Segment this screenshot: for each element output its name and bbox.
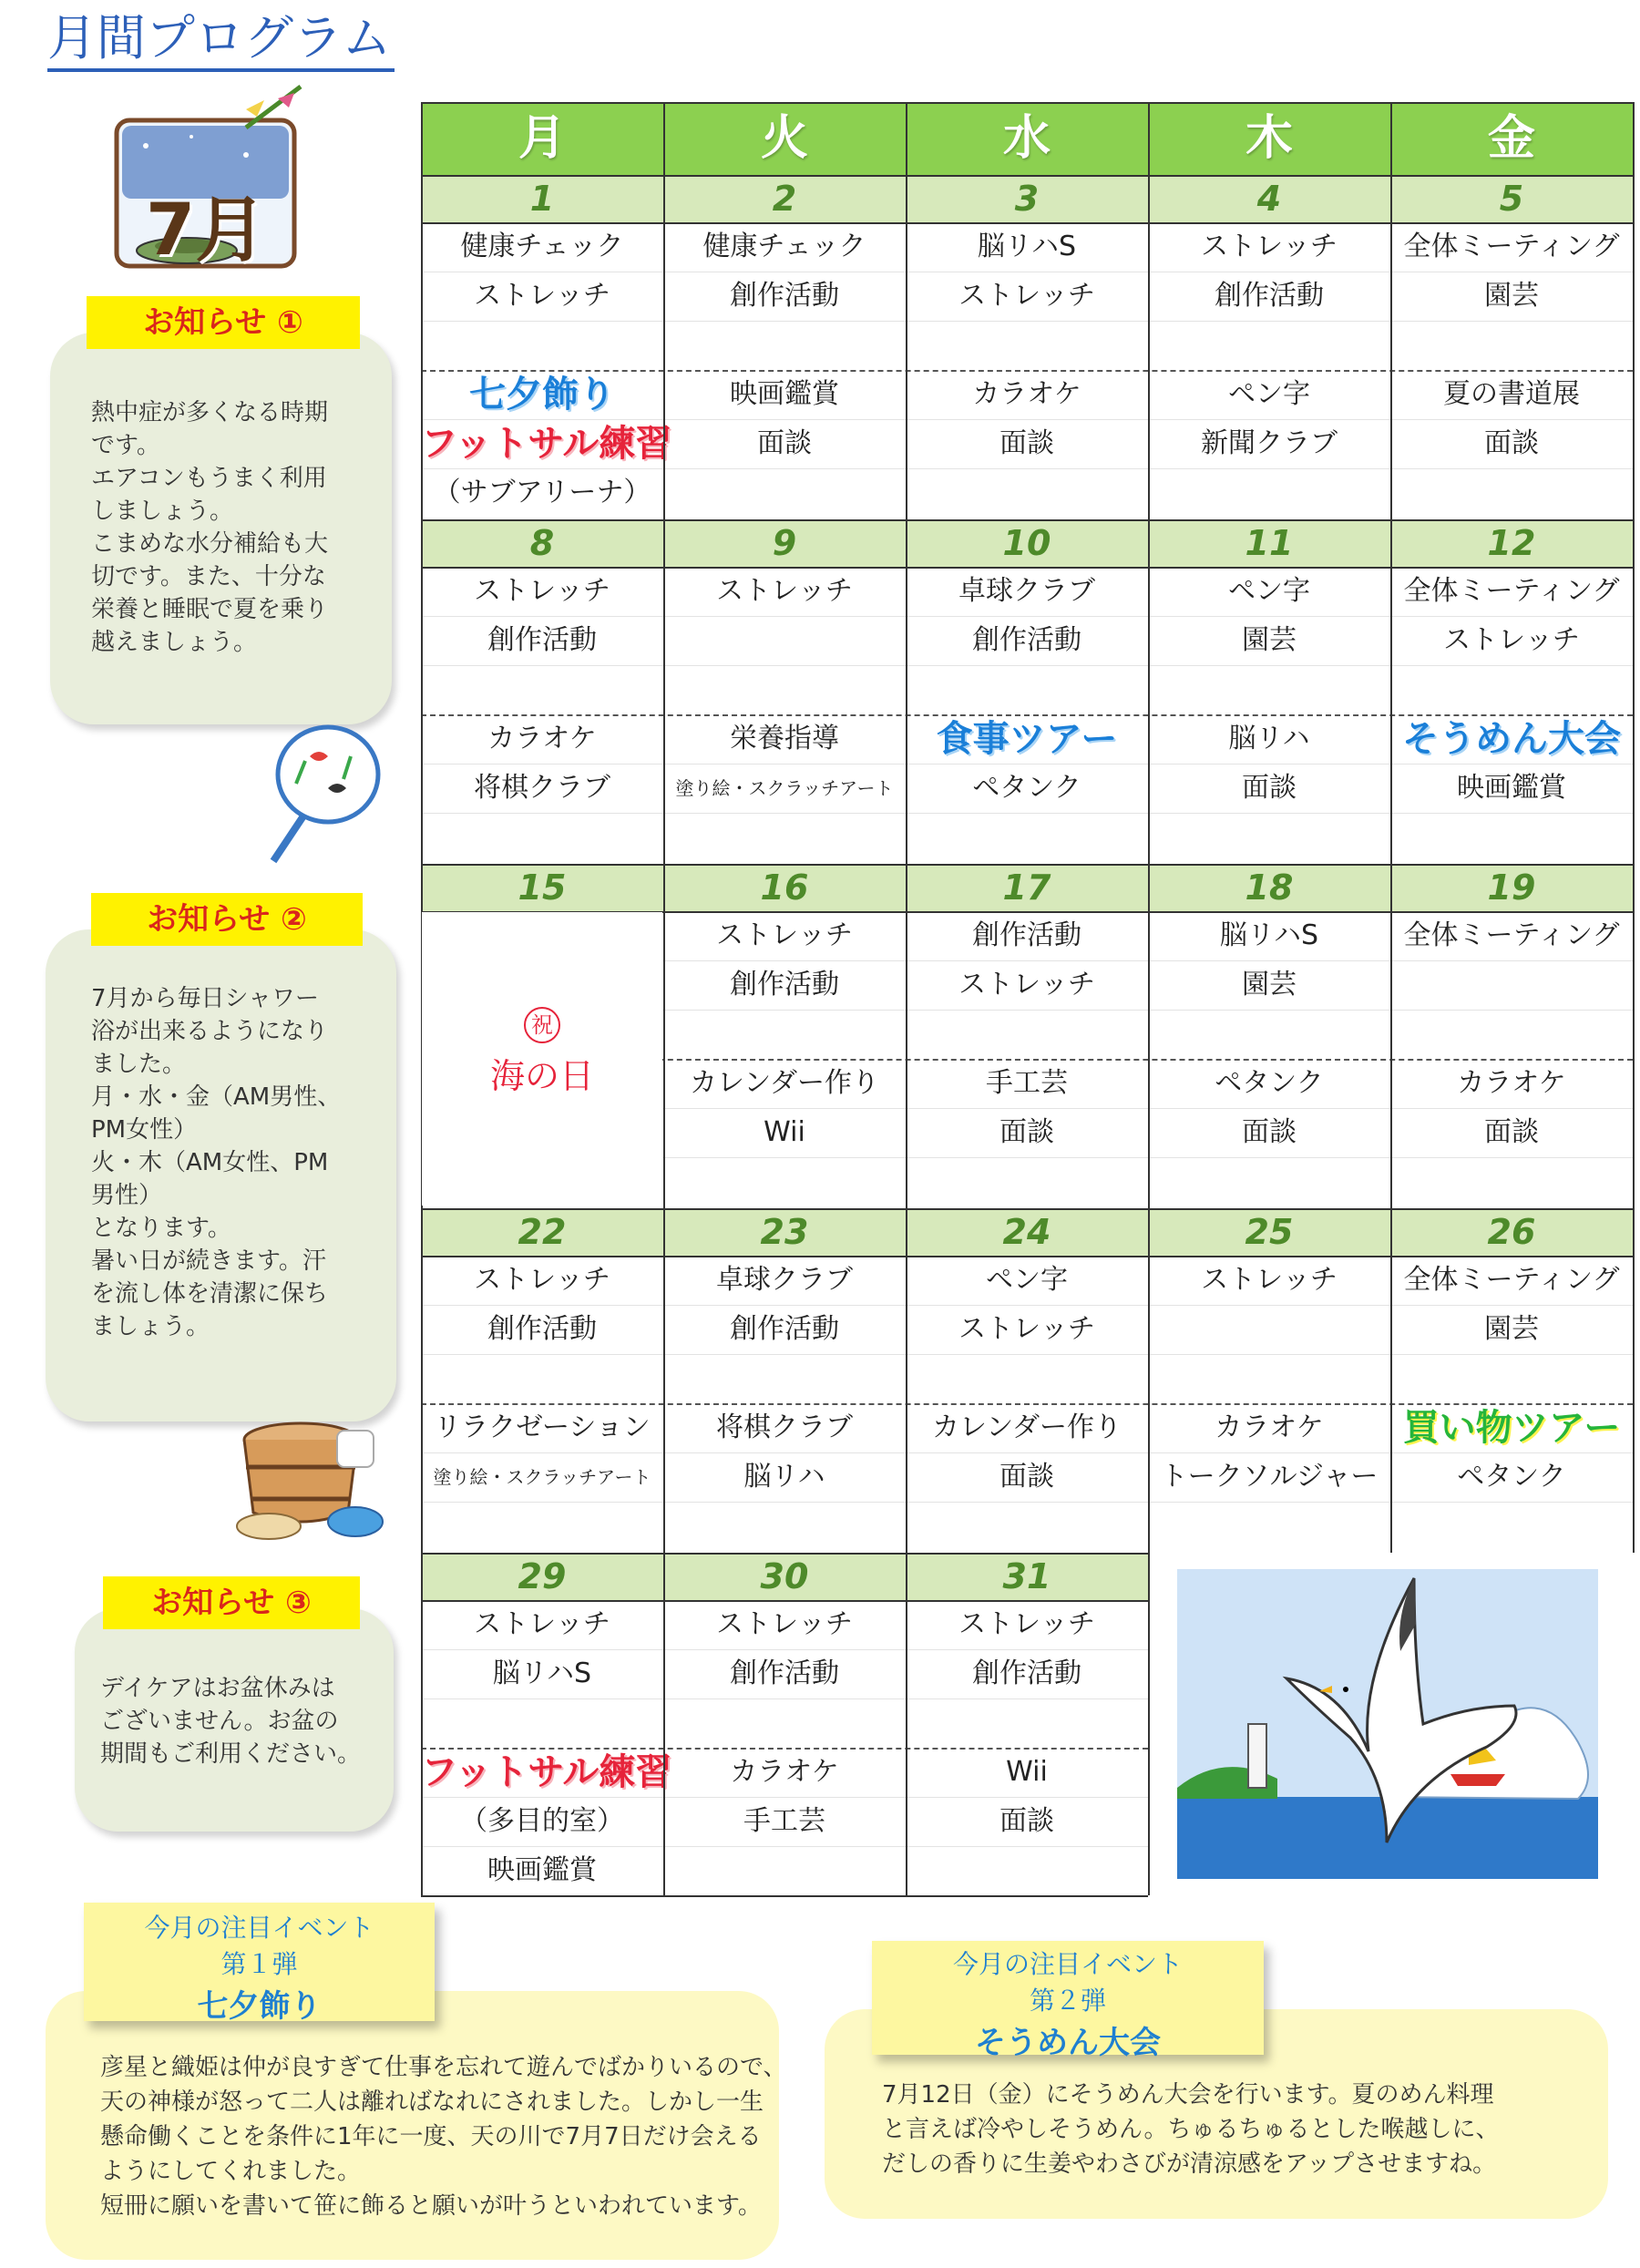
activity-item: ストレッチ — [1201, 1264, 1338, 1296]
date-cell: 2 — [663, 175, 906, 222]
activity-item: フットサル練習 — [421, 1751, 672, 1793]
activity-item: 創作活動 — [730, 280, 839, 312]
activity-item: ストレッチ — [1201, 231, 1338, 262]
slot-line — [421, 1698, 1148, 1699]
activity-item: カレンダー作り — [931, 1411, 1122, 1443]
date-cell: 1 — [421, 175, 663, 222]
date-cell: 8 — [421, 519, 663, 567]
activity-item: カラオケ — [1457, 1067, 1566, 1099]
activity-item: 面談 — [1242, 772, 1297, 804]
event-2-heading: 今月の注目イベント — [952, 1949, 1183, 1979]
event-2-name: そうめん大会 — [975, 2025, 1161, 2061]
activity-item: カレンダー作り — [689, 1067, 880, 1099]
column-border — [1390, 102, 1392, 1553]
activity-item: フットサル練習 — [421, 423, 672, 465]
date-cell: 17 — [906, 864, 1148, 911]
slot-line — [421, 1502, 1633, 1503]
activity-item: 脳リハ — [743, 1461, 825, 1493]
holiday-name: 海の日 — [489, 1056, 594, 1096]
date-cell: 4 — [1148, 175, 1390, 222]
activity-item: 映画鑑賞 — [487, 1854, 597, 1886]
activity-item: ストレッチ — [716, 919, 853, 951]
activity-item: 七夕飾り — [469, 374, 615, 416]
activity-item: ストレッチ — [958, 1313, 1095, 1345]
date-cell: 18 — [1148, 864, 1390, 911]
activity-item: 手工芸 — [986, 1067, 1068, 1099]
activity-item: 園芸 — [1242, 969, 1297, 1001]
activity-item: そうめん大会 — [1402, 718, 1621, 760]
row-border — [421, 102, 1633, 104]
row-border — [421, 519, 1633, 521]
event-2-text: 7月12日（金）にそうめん大会を行います。夏のめん料理 と言えば冷やしそうめん。ちゅるちゅるとした喉越しに、 だしの香りに生姜やわさびが清涼感をアップさせますね。 — [882, 2081, 1500, 2178]
row-border — [421, 1553, 1148, 1555]
event-tab-1 — [84, 1903, 435, 2025]
event-1-heading: 今月の注目イベント — [144, 1913, 374, 1943]
date-cell: 9 — [663, 519, 906, 567]
activity-item: ペタンク — [1215, 1067, 1324, 1099]
bath-illustration — [228, 1417, 392, 1548]
activity-item: 買い物ツアー — [1402, 1407, 1621, 1449]
activity-item: ストレッチ — [716, 575, 853, 607]
activity-item: カラオケ — [730, 1756, 839, 1788]
activity-item: ストレッチ — [474, 1608, 610, 1640]
activity-item: 新聞クラブ — [1201, 427, 1338, 459]
date-cell: 24 — [906, 1208, 1148, 1256]
activity-item: 園芸 — [1484, 1313, 1539, 1345]
activity-item: 健康チェック — [460, 231, 624, 262]
date-cell: 12 — [1390, 519, 1633, 567]
activity-item: カラオケ — [487, 723, 597, 754]
weekday-header-1: 火 — [663, 102, 906, 175]
activity-item: 面談 — [999, 1116, 1054, 1148]
activity-item: 手工芸 — [743, 1805, 825, 1837]
date-cell: 16 — [663, 864, 906, 911]
activity-item: 脳リハS — [977, 231, 1077, 262]
activity-item: 映画鑑賞 — [730, 378, 839, 410]
activity-item: 面談 — [999, 1805, 1054, 1837]
page-title: 月間プログラム — [47, 11, 395, 72]
date-cell: 11 — [1148, 519, 1390, 567]
activity-item: ペタンク — [1457, 1461, 1566, 1493]
slot-line — [421, 321, 1633, 322]
holiday-mark: 祝 — [421, 1007, 663, 1043]
activity-item: 脳リハS — [492, 1657, 592, 1689]
date-cell: 26 — [1390, 1208, 1633, 1256]
weekday-header-0: 月 — [421, 102, 663, 175]
activity-item: 創作活動 — [972, 1657, 1081, 1689]
activity-item: 園芸 — [1242, 624, 1297, 656]
activity-item: 全体ミーティング — [1403, 575, 1620, 607]
fan-icon — [255, 720, 383, 866]
activity-item: ストレッチ — [474, 280, 610, 312]
activity-item: ストレッチ — [474, 1264, 610, 1296]
activity-item: ペン字 — [1228, 575, 1310, 607]
activity-item: 創作活動 — [972, 624, 1081, 656]
event-1-name: 七夕飾り — [197, 1988, 322, 2025]
activity-item: ストレッチ — [716, 1608, 853, 1640]
activity-item: 卓球クラブ — [958, 575, 1095, 607]
activity-item: 塗り絵・スクラッチアート — [675, 777, 894, 799]
date-cell: 30 — [663, 1553, 906, 1600]
month-badge-text: 7月 — [146, 190, 267, 272]
activity-item: 面談 — [1484, 427, 1539, 459]
activity-item: ストレッチ — [958, 969, 1095, 1001]
activity-item: ペタンク — [972, 772, 1081, 804]
activity-item: 面談 — [1242, 1116, 1297, 1148]
notice-tab-1: お知らせ ① — [87, 296, 360, 349]
activity-item: 栄養指導 — [730, 723, 839, 754]
row-border — [421, 864, 1633, 866]
month-badge-illustration — [109, 82, 319, 273]
activity-item: 面談 — [757, 427, 812, 459]
column-border — [663, 102, 665, 1895]
slot-line — [421, 665, 1633, 666]
notice-text-3: デイケアはお盆休みは ございません。お盆の 期間もご利用ください。 — [100, 1675, 362, 1768]
date-cell: 5 — [1390, 175, 1633, 222]
activity-item: 全体ミーティング — [1403, 919, 1620, 951]
uchiwa-illustration — [255, 720, 383, 869]
activity-item: 将棋クラブ — [716, 1411, 853, 1443]
activity-item: 創作活動 — [730, 1657, 839, 1689]
event-2-number: 第２弾 — [1029, 1986, 1106, 2016]
activity-item: リラクゼーション — [434, 1411, 651, 1443]
activity-item: カラオケ — [1215, 1411, 1324, 1443]
row-border — [421, 1895, 1148, 1897]
event-1-text: 彦星と織姫は仲が良すぎて仕事を忘れて遊んでばかりいるので、 天の神様が怒って二人は離ればなれにされました。しかし一生 懸命働くことを条件に1年に一度、天の川で7月7日だけ会える ようにしてくれました。 短冊に願いを書いて笹に飾ると願いが叶うといわれています。 — [100, 2054, 787, 2220]
activity-item: 創作活動 — [972, 919, 1081, 951]
activity-item: （多目的室） — [460, 1805, 624, 1837]
date-cell: 3 — [906, 175, 1148, 222]
seagull-icon — [1177, 1569, 1598, 1879]
weekday-header-2: 水 — [906, 102, 1148, 175]
date-cell: 25 — [1148, 1208, 1390, 1256]
activity-item: 創作活動 — [730, 1313, 839, 1345]
activity-item: 面談 — [999, 427, 1054, 459]
activity-item: 面談 — [999, 1461, 1054, 1493]
activity-item: ペン字 — [1228, 378, 1310, 410]
activity-item: ストレッチ — [958, 280, 1095, 312]
column-border — [1633, 102, 1635, 1553]
notice-text-2: 7月から毎日シャワー 浴が出来るようになり ました。 月・水・金（AM男性、 PM女性） 火・木（AM女性、PM 男性） となります。 暑い日が続きます。汗 を流し体を清潔に保ち ましょう。 — [91, 985, 342, 1340]
event-tab-2 — [872, 1941, 1264, 2061]
activity-item: トークソルジャー — [1160, 1461, 1379, 1493]
date-cell: 10 — [906, 519, 1148, 567]
activity-item: 卓球クラブ — [716, 1264, 853, 1296]
activity-item: Wii — [1006, 1756, 1048, 1788]
activity-item: 全体ミーティング — [1403, 231, 1620, 262]
activity-item: 全体ミーティング — [1403, 1264, 1620, 1296]
activity-item: 創作活動 — [1215, 280, 1324, 312]
activity-item: ストレッチ — [1443, 624, 1580, 656]
bucket-icon — [228, 1417, 392, 1544]
seagull-illustration — [1177, 1569, 1598, 1879]
date-cell: 29 — [421, 1553, 663, 1600]
column-border — [1148, 102, 1150, 1895]
activity-item: （サブアリーナ） — [433, 477, 651, 508]
weekday-header-3: 木 — [1148, 102, 1390, 175]
date-cell: 19 — [1390, 864, 1633, 911]
slot-line — [421, 813, 1633, 814]
row-border — [421, 175, 1633, 177]
notice-tab-3: お知らせ ③ — [103, 1576, 360, 1629]
activity-item: 脳リハ — [1228, 723, 1310, 754]
date-cell: 31 — [906, 1553, 1148, 1600]
activity-item: Wii — [764, 1116, 805, 1148]
activity-item: カラオケ — [972, 378, 1081, 410]
weekday-header-4: 金 — [1390, 102, 1633, 175]
activity-item: ペン字 — [986, 1264, 1068, 1296]
activity-item: 夏の書道展 — [1443, 378, 1580, 410]
activity-item: 脳リハS — [1219, 919, 1319, 951]
activity-item: 食事ツアー — [936, 718, 1118, 760]
activity-item: 園芸 — [1484, 280, 1539, 312]
activity-item: ストレッチ — [474, 575, 610, 607]
activity-item: 映画鑑賞 — [1457, 772, 1566, 804]
column-border — [906, 102, 907, 1895]
activity-item: 創作活動 — [487, 624, 597, 656]
date-cell: 23 — [663, 1208, 906, 1256]
activity-item: 健康チェック — [702, 231, 866, 262]
activity-item: 創作活動 — [487, 1313, 597, 1345]
date-cell: 22 — [421, 1208, 663, 1256]
event-1-number: 第１弾 — [220, 1949, 298, 1979]
notice-tab-2: お知らせ ② — [91, 893, 363, 946]
slot-line — [421, 1354, 1633, 1355]
activity-item: 創作活動 — [730, 969, 839, 1001]
activity-item: ストレッチ — [958, 1608, 1095, 1640]
notice-text-1: 熱中症が多くなる時期 です。 エアコンもうまく利用 しましょう。 こまめな水分補給も大 切です。また、十分な 栄養と睡眠で夏を乗り 越えましょう。 — [91, 399, 329, 656]
row-border — [421, 1208, 1633, 1210]
activity-item: 将棋クラブ — [474, 772, 610, 804]
date-cell: 15 — [421, 864, 663, 911]
activity-item: 面談 — [1484, 1116, 1539, 1148]
activity-item: 塗り絵・スクラッチアート — [433, 1466, 651, 1488]
